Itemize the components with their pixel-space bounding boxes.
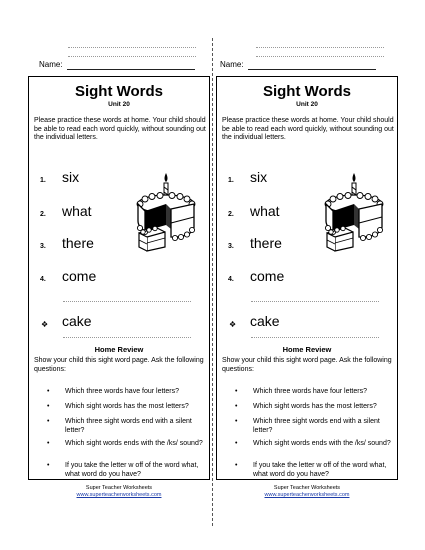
question-text: Which three sight words end with a silent letter?	[253, 418, 380, 434]
footer-brand: Super Teacher Worksheets	[273, 485, 341, 491]
name-label: Name:	[220, 60, 244, 69]
review-title: Home Review	[94, 345, 144, 354]
footer	[216, 485, 398, 499]
dotted-line	[256, 47, 384, 48]
cut-line	[212, 38, 213, 526]
bullet-icon: •	[235, 403, 238, 410]
word-item	[217, 313, 399, 333]
bullet-icon: •	[47, 403, 50, 410]
name-row	[39, 60, 199, 72]
word-text: what	[62, 203, 92, 219]
name-field[interactable]	[67, 69, 195, 70]
question-text: If you take the letter w off of the word what, what word do you have?	[253, 462, 387, 478]
word-text: there	[250, 235, 282, 251]
dotted-separator	[63, 301, 191, 302]
sight-words-card	[28, 76, 210, 480]
bullet-icon: •	[47, 388, 50, 395]
question-text: Which three words have four letters?	[65, 388, 179, 395]
dotted-line	[256, 56, 384, 57]
bullet-icon: •	[235, 418, 238, 425]
bullet-icon: •	[47, 462, 50, 469]
unit-label: Unit 20	[296, 101, 318, 108]
star-bullet-icon: ❖	[41, 320, 49, 329]
question-text: If you take the letter w off of the word what, what word do you have?	[65, 462, 199, 478]
name-label: Name:	[39, 60, 63, 69]
instructions: Please practice these words at home. Your child should be able to read each word quickly, without sounding out the individual letters.	[222, 117, 394, 141]
star-bullet-icon: ❖	[229, 320, 237, 329]
word-number: 3.	[40, 243, 46, 250]
bullet-icon: •	[235, 462, 238, 469]
footer-link[interactable]: www.superteacherworksheets.com	[264, 492, 350, 498]
footer-link[interactable]: www.superteacherworksheets.com	[76, 492, 162, 498]
card-title: Sight Words	[74, 83, 164, 100]
dotted-separator	[251, 337, 379, 338]
word-text: come	[62, 268, 97, 284]
question-text: Which sight words ends with the /ks/ sound?	[253, 440, 391, 447]
word-number: 4.	[228, 276, 234, 283]
dotted-line	[68, 56, 196, 57]
question-text: Which sight words ends with the /ks/ sound?	[65, 440, 203, 447]
dotted-line	[68, 47, 196, 48]
question-text: Which sight words has the most letters?	[253, 403, 377, 410]
question-text: Which three sight words end with a silent letter?	[65, 418, 192, 434]
bullet-icon: •	[235, 440, 238, 447]
word-number: 1.	[40, 177, 46, 184]
birthday-cake-icon	[319, 171, 389, 253]
question-text: Which sight words has the most letters?	[65, 403, 189, 410]
name-field[interactable]	[248, 69, 376, 70]
birthday-cake-icon	[131, 171, 201, 253]
word-number: 4.	[40, 276, 46, 283]
word-text: six	[250, 169, 268, 185]
word-number: 1.	[228, 177, 234, 184]
word-text: there	[62, 235, 94, 251]
dotted-separator	[251, 301, 379, 302]
review-title: Home Review	[282, 345, 332, 354]
question-text: Which three words have four letters?	[253, 388, 367, 395]
instructions: Please practice these words at home. Your child should be able to read each word quickly, without sounding out the individual letters.	[34, 117, 206, 141]
word-text: cake	[250, 313, 280, 329]
word-text: come	[250, 268, 285, 284]
review-intro: Show your child this sight word page. Ask the following questions:	[34, 357, 204, 373]
worksheet-left	[28, 0, 210, 550]
dotted-separator	[63, 337, 191, 338]
bullet-icon: •	[47, 418, 50, 425]
word-item	[217, 268, 399, 288]
word-number: 3.	[228, 243, 234, 250]
word-item	[29, 268, 211, 288]
review-intro: Show your child this sight word page. Ask the following questions:	[222, 357, 392, 373]
worksheet-right	[216, 0, 398, 550]
word-number: 2.	[228, 211, 234, 218]
unit-label: Unit 20	[108, 101, 130, 108]
word-number: 2.	[40, 211, 46, 218]
sight-words-card	[216, 76, 398, 480]
footer	[28, 485, 210, 499]
name-row	[220, 60, 380, 72]
word-text: what	[250, 203, 280, 219]
word-text: cake	[62, 313, 92, 329]
word-item	[29, 313, 211, 333]
bullet-icon: •	[47, 440, 50, 447]
footer-brand: Super Teacher Worksheets	[85, 485, 153, 491]
bullet-icon: •	[235, 388, 238, 395]
word-text: six	[62, 169, 80, 185]
card-title: Sight Words	[262, 83, 352, 100]
